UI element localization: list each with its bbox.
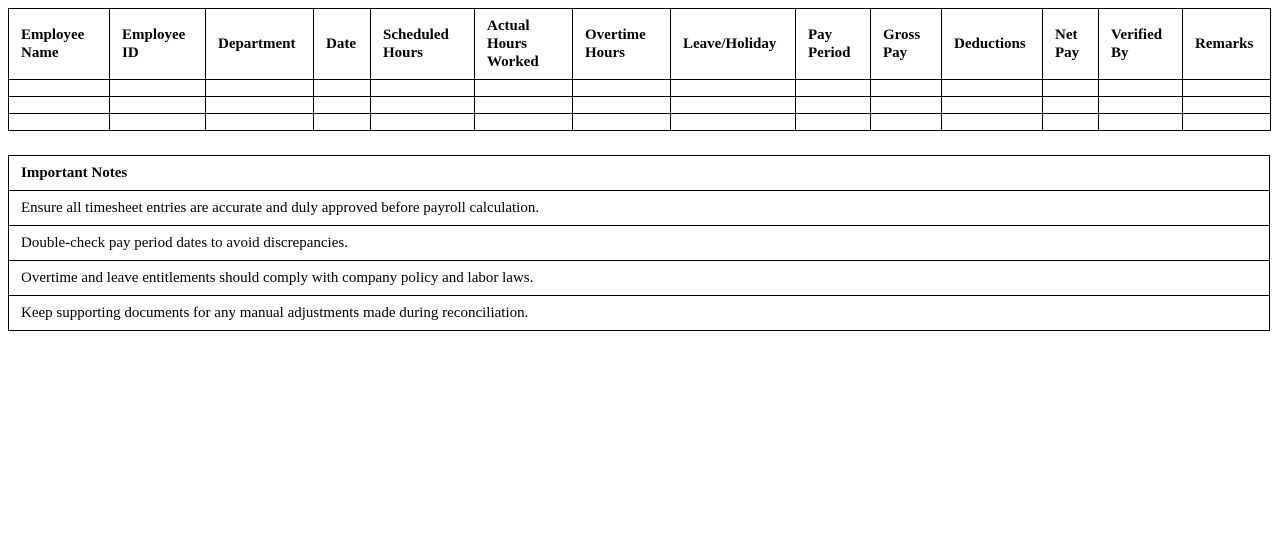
table-cell[interactable]	[942, 114, 1043, 131]
table-cell[interactable]	[371, 97, 475, 114]
table-cell[interactable]	[314, 80, 371, 97]
table-cell[interactable]	[371, 114, 475, 131]
important-notes-table	[8, 155, 1270, 331]
table-cell[interactable]	[9, 80, 110, 97]
table-cell[interactable]	[573, 97, 671, 114]
table-cell[interactable]	[573, 80, 671, 97]
table-cell[interactable]	[1099, 80, 1183, 97]
note-row	[9, 226, 1270, 261]
note-item: Overtime and leave entitlements should comply with company policy and labor laws.	[9, 261, 1270, 296]
column-header-verified-by: Verified By	[1099, 9, 1183, 80]
table-cell[interactable]	[9, 114, 110, 131]
table-cell[interactable]	[871, 114, 942, 131]
table-cell[interactable]	[1183, 80, 1271, 97]
table-cell[interactable]	[1043, 114, 1099, 131]
table-cell[interactable]	[371, 80, 475, 97]
table-cell[interactable]	[110, 80, 206, 97]
table-cell[interactable]	[1043, 97, 1099, 114]
header-row	[9, 9, 1271, 80]
table-cell[interactable]	[1043, 80, 1099, 97]
column-header-overtime-hours: Overtime Hours	[573, 9, 671, 80]
table-cell[interactable]	[671, 114, 796, 131]
table-row	[9, 80, 1271, 97]
table-cell[interactable]	[871, 80, 942, 97]
table-cell[interactable]	[475, 80, 573, 97]
note-row	[9, 191, 1270, 226]
note-item: Keep supporting documents for any manual adjustments made during reconciliation.	[9, 296, 1270, 331]
table-cell[interactable]	[573, 114, 671, 131]
column-header-actual-hours-worked: Actual Hours Worked	[475, 9, 573, 80]
table-cell[interactable]	[796, 114, 871, 131]
table-cell[interactable]	[942, 97, 1043, 114]
table-cell[interactable]	[796, 97, 871, 114]
payroll-reconciliation-table	[8, 8, 1271, 131]
notes-title: Important Notes	[9, 156, 1270, 191]
column-header-department: Department	[206, 9, 314, 80]
table-cell[interactable]	[314, 114, 371, 131]
table-cell[interactable]	[475, 97, 573, 114]
table-cell[interactable]	[1183, 97, 1271, 114]
table-cell[interactable]	[110, 97, 206, 114]
notes-title-row	[9, 156, 1270, 191]
table-cell[interactable]	[871, 97, 942, 114]
column-header-deductions: Deductions	[942, 9, 1043, 80]
table-cell[interactable]	[206, 114, 314, 131]
table-cell[interactable]	[314, 97, 371, 114]
column-header-employee-id: Employee ID	[110, 9, 206, 80]
table-cell[interactable]	[9, 97, 110, 114]
note-row	[9, 296, 1270, 331]
table-cell[interactable]	[1099, 97, 1183, 114]
table-row	[9, 97, 1271, 114]
column-header-pay-period: Pay Period	[796, 9, 871, 80]
table-cell[interactable]	[671, 97, 796, 114]
table-cell[interactable]	[671, 80, 796, 97]
table-cell[interactable]	[796, 80, 871, 97]
column-header-leave-holiday: Leave/Holiday	[671, 9, 796, 80]
note-item: Double-check pay period dates to avoid discrepancies.	[9, 226, 1270, 261]
table-cell[interactable]	[110, 114, 206, 131]
table-cell[interactable]	[475, 114, 573, 131]
table-cell[interactable]	[206, 97, 314, 114]
column-header-net-pay: Net Pay	[1043, 9, 1099, 80]
note-item: Ensure all timesheet entries are accurate and duly approved before payroll calculation.	[9, 191, 1270, 226]
table-cell[interactable]	[1183, 114, 1271, 131]
table-cell[interactable]	[206, 80, 314, 97]
note-row	[9, 261, 1270, 296]
table-row	[9, 114, 1271, 131]
column-header-employee-name: Employee Name	[9, 9, 110, 80]
column-header-remarks: Remarks	[1183, 9, 1271, 80]
table-cell[interactable]	[1099, 114, 1183, 131]
table-cell[interactable]	[942, 80, 1043, 97]
column-header-scheduled-hours: Scheduled Hours	[371, 9, 475, 80]
column-header-gross-pay: Gross Pay	[871, 9, 942, 80]
column-header-date: Date	[314, 9, 371, 80]
